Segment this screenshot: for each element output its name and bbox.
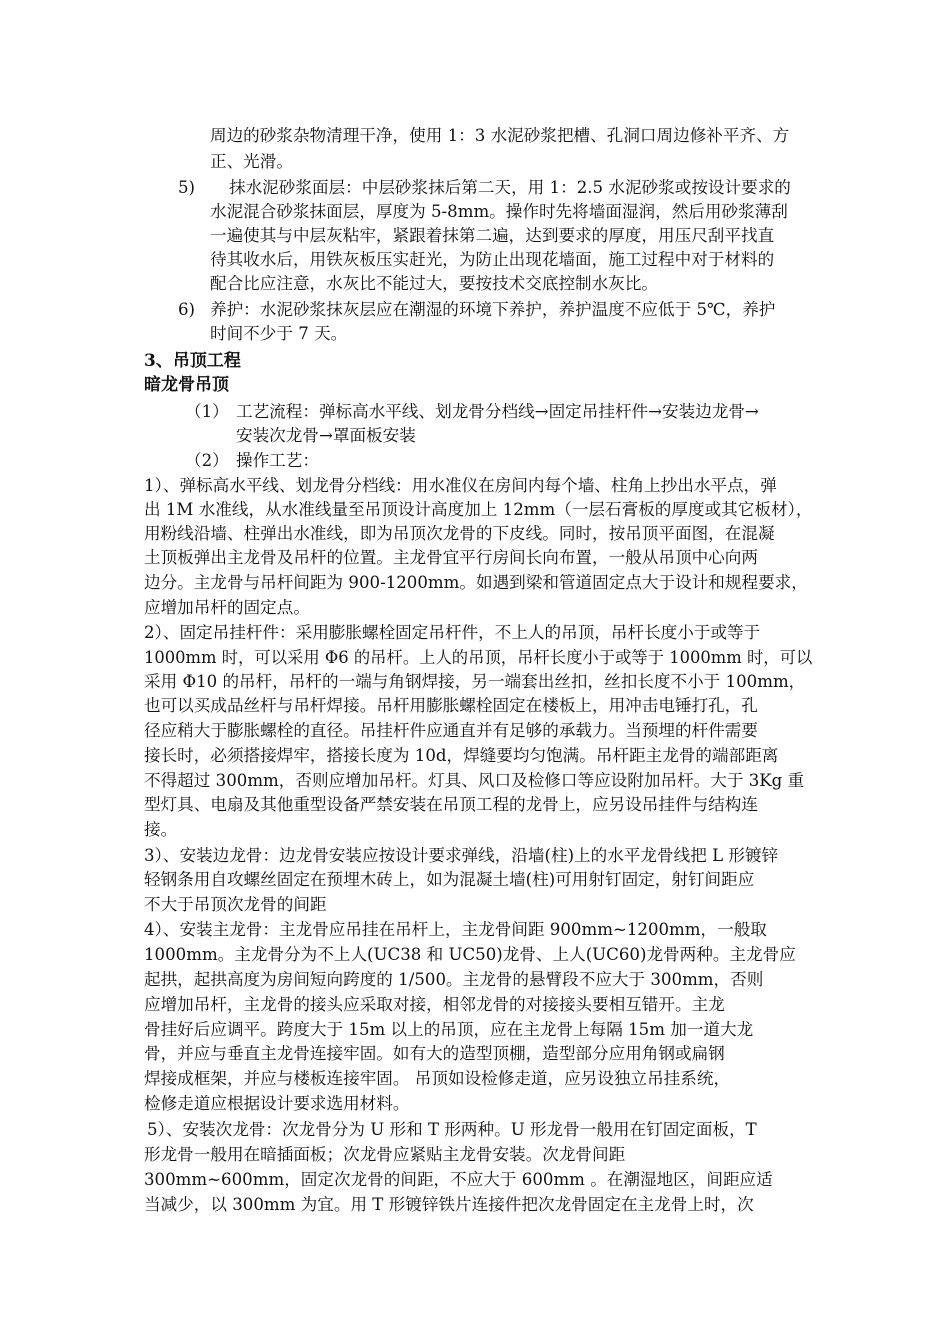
- text-line: 安装次龙骨→罩面板安装: [236, 426, 416, 445]
- item-number: 6): [178, 300, 196, 319]
- text-line: 工艺流程：弹标高水平线、划龙骨分档线→固定吊挂杆件→安装边龙骨→: [236, 402, 759, 421]
- item-number: 5): [178, 178, 196, 197]
- text-line: 土顶板弹出主龙骨及吊杆的位置。主龙骨宜平行房间长向布置，一般从吊顶中心向两: [144, 548, 758, 567]
- text-line: 300mm~600mm，固定次龙骨的间距，不应大于 600mm 。在潮湿地区，间距应适: [144, 1170, 773, 1189]
- text-line: 径应稍大于膨胀螺栓的直径。吊挂杆件应通直并有足够的承载力。当预埋的杆件需要: [144, 721, 758, 740]
- text-line: 接。: [144, 820, 178, 839]
- text-line: 待其收水后，用铁灰板压实赶光，为防止出现花墙面，施工过程中对于材料的: [210, 250, 775, 269]
- text-line: 5）、安装次龙骨：次龙骨分为 U 形和 T 形两种。U 形龙骨一般用在钉固定面板，T: [147, 1120, 757, 1139]
- section-heading: 3、吊顶工程: [144, 351, 241, 371]
- text-line: 型灯具、电扇及其他重型设备严禁安装在吊顶工程的龙骨上，应另设吊挂件与结构连: [144, 795, 758, 814]
- text-line: 骨，并应与垂直主龙骨连接牢固。如有大的造型顶棚，造型部分应用角钢或扁钢: [144, 1044, 725, 1063]
- text-line: 时间不少于 7 天。: [210, 324, 348, 343]
- text-line: 养护：水泥砂浆抹灰层应在潮湿的环境下养护，养护温度不应低于 5℃，养护: [210, 300, 776, 319]
- text-line: 4）、安装主龙骨：主龙骨应吊挂在吊杆上，主龙骨间距 900mm~1200mm，一般取: [144, 920, 767, 939]
- text-line: 形龙骨一般用在暗插面板；次龙骨应紧贴主龙骨安装。次龙骨间距: [144, 1145, 626, 1164]
- text-line: 2）、固定吊挂杆件：采用膨胀螺栓固定吊杆件，不上人的吊顶，吊杆长度小于或等于: [144, 623, 761, 642]
- text-line: 3）、安装边龙骨：边龙骨安装应按设计要求弹线，沿墙(柱)上的水平龙骨线把 L 形镀锌: [144, 846, 779, 865]
- text-line: 轻钢条用自攻螺丝固定在预埋木砖上，如为混凝土墙(柱)可用射钉固定，射钉间距应: [144, 870, 755, 889]
- text-line: 用粉线沿墙、柱弹出水准线，即为吊顶次龙骨的下皮线。同时，按吊顶平面图，在混凝: [144, 524, 775, 543]
- text-line: 出 1M 水准线，从水准线量至吊顶设计高度加上 12mm（一层石膏板的厚度或其它板材），: [144, 500, 813, 519]
- text-line: 不大于吊顶次龙骨的间距: [144, 895, 327, 914]
- item-number: （2）: [185, 451, 229, 470]
- text-line: 焊接成框架，并应与楼板连接牢固。 吊顶如设检修走道，应另设独立吊挂系统，: [144, 1069, 731, 1088]
- text-line: 应增加吊杆，主龙骨的接头应采取对接，相邻龙骨的对接接头要相互错开。主龙: [144, 995, 725, 1014]
- text-line: 骨挂好后应调平。跨度大于 15m 以上的吊顶，应在主龙骨上每隔 15m 加一道大龙: [144, 1020, 754, 1039]
- text-line: 1000mm 时，可以采用 Φ6 的吊杆。上人的吊顶，吊杆长度小于或等于 1000mm 时，可以: [144, 648, 813, 667]
- text-line: 1）、弹标高水平线、划龙骨分档线：用水准仪在房间内每个墙、柱角上抄出水平点，弹: [144, 476, 777, 495]
- text-line: 抹水泥砂浆面层：中层砂浆抹后第二天，用 1：2.5 水泥砂浆或按设计要求的: [229, 178, 791, 197]
- text-line: 水泥混合砂浆抹面层，厚度为 5-8mm。操作时先将墙面湿润，然后用砂浆薄刮: [210, 202, 788, 221]
- text-line: 接长时，必须搭接焊牢，搭接长度为 10d，焊缝要均匀饱满。吊杆距主龙骨的端部距离: [144, 746, 779, 765]
- text-line: 当减少，以 300mm 为宜。用 T 形镀锌铁片连接件把次龙骨固定在主龙骨上时，次: [144, 1195, 754, 1214]
- text-line: 边分。主龙骨与吊杆间距为 900-1200mm。如遇到梁和管道固定点大于设计和规程要求，: [144, 573, 808, 592]
- subsection-heading: 暗龙骨吊顶: [144, 375, 229, 395]
- text-line: 周边的砂浆杂物清理干净，使用 1：3 水泥砂浆把槽、孔洞口周边修补平齐、方: [210, 126, 790, 145]
- text-line: 不得超过 300mm，否则应增加吊杆。灯具、风口及检修口等应设附加吊杆。大于 3Kg 重: [144, 771, 805, 790]
- text-line: 采用 Φ10 的吊杆，吊杆的一端与角钢焊接，另一端套出丝扣，丝扣长度不小于 100mm，: [144, 672, 806, 691]
- item-number: （1）: [185, 402, 229, 421]
- text-line: 检修走道应根据设计要求选用材料。: [144, 1094, 410, 1113]
- text-line: 一遍使其与中层灰粘牢，紧跟着抹第二遍，达到要求的厚度，用压尺刮平找直: [210, 226, 775, 245]
- text-line: 正、光滑。: [210, 152, 293, 171]
- text-line: 起拱，起拱高度为房间短向跨度的 1/500。主龙骨的悬臂段不应大于 300mm，否则: [144, 970, 764, 989]
- text-line: 也可以买成品丝杆与吊杆焊接。吊杆用膨胀螺栓固定在楼板上，用冲击电锤打孔，孔: [144, 696, 758, 715]
- text-line: 操作工艺：: [236, 451, 319, 470]
- text-line: 1000mm。主龙骨分为不上人(UC38 和 UC50)龙骨、上人(UC60)龙骨两种。主龙骨应: [144, 945, 796, 964]
- text-line: 应增加吊杆的固定点。: [144, 598, 310, 617]
- text-line: 配合比应注意，水灰比不能过大，要按技术交底控制水灰比。: [210, 274, 659, 293]
